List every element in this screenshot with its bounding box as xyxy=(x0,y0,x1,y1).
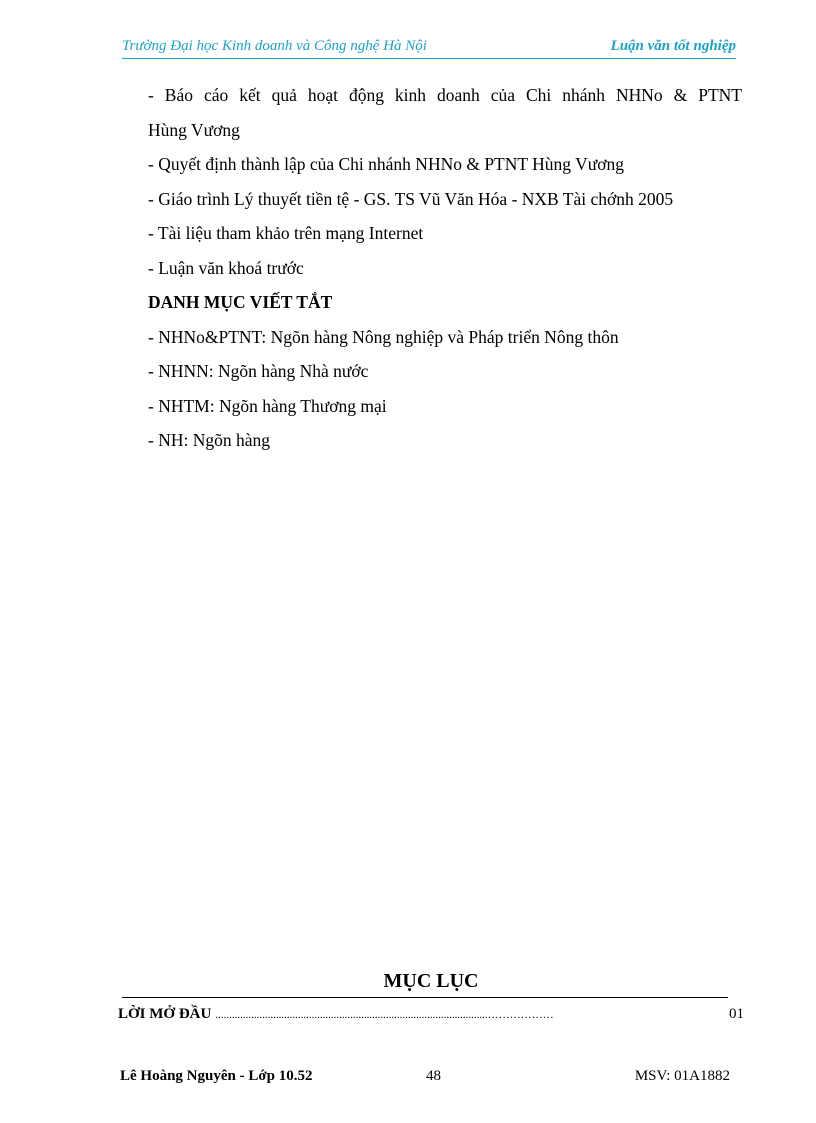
abbreviation-heading: DANH MỤC VIẾT TẮT xyxy=(148,292,333,312)
toc-divider xyxy=(122,997,728,998)
page-header xyxy=(122,36,736,59)
footer-student-id: MSV: 01A1882 xyxy=(634,1068,730,1084)
toc-entry-label: LỜI MỞ ĐẦU xyxy=(118,1006,212,1022)
reference-line: - Giáo trình Lý thuyết tiền tệ - GS. TS Vũ Văn Hóa - NXB Tài chớnh 2005 xyxy=(148,188,674,209)
reference-line: - Luận văn khoá trước xyxy=(148,257,304,278)
abbreviation-line: - NHNo&PTNT: Ngõn hàng Nông nghiệp và Pháp triển Nông thôn xyxy=(148,326,619,347)
toc-title: MỤC LỤC xyxy=(383,970,479,992)
toc-entry xyxy=(118,1006,744,1023)
body-text xyxy=(148,78,742,458)
abbreviation-line: - NHNN: Ngõn hàng Nhà nước xyxy=(148,361,369,381)
footer-page-number: 48 xyxy=(426,1068,441,1084)
abbreviation-line: - NHTM: Ngõn hàng Thương mại xyxy=(148,395,387,416)
reference-line: - Báo cáo kết quả hoạt động kinh doanh của Chi nhánh NHNo & PTNT xyxy=(148,85,742,105)
footer-author: Lê Hoàng Nguyên - Lớp 10.52 xyxy=(120,1068,313,1084)
abbreviation-line: - NH: Ngõn hàng xyxy=(148,430,270,450)
reference-line: - Quyết định thành lập của Chi nhánh NHNo & PTNT Hùng Vương xyxy=(148,154,624,174)
reference-line: Hùng Vương xyxy=(148,119,240,140)
reference-line: - Tài liệu tham khảo trên mạng Internet xyxy=(148,223,424,243)
header-thesis-label: Luận văn tốt nghiệp xyxy=(610,38,736,54)
toc-entry-page: 01 xyxy=(729,1006,744,1022)
header-university: Trường Đại học Kinh doanh và Công nghệ Hà Nội xyxy=(122,38,427,54)
toc-entry-leader: ...................................................................................................……………… xyxy=(215,1009,554,1021)
